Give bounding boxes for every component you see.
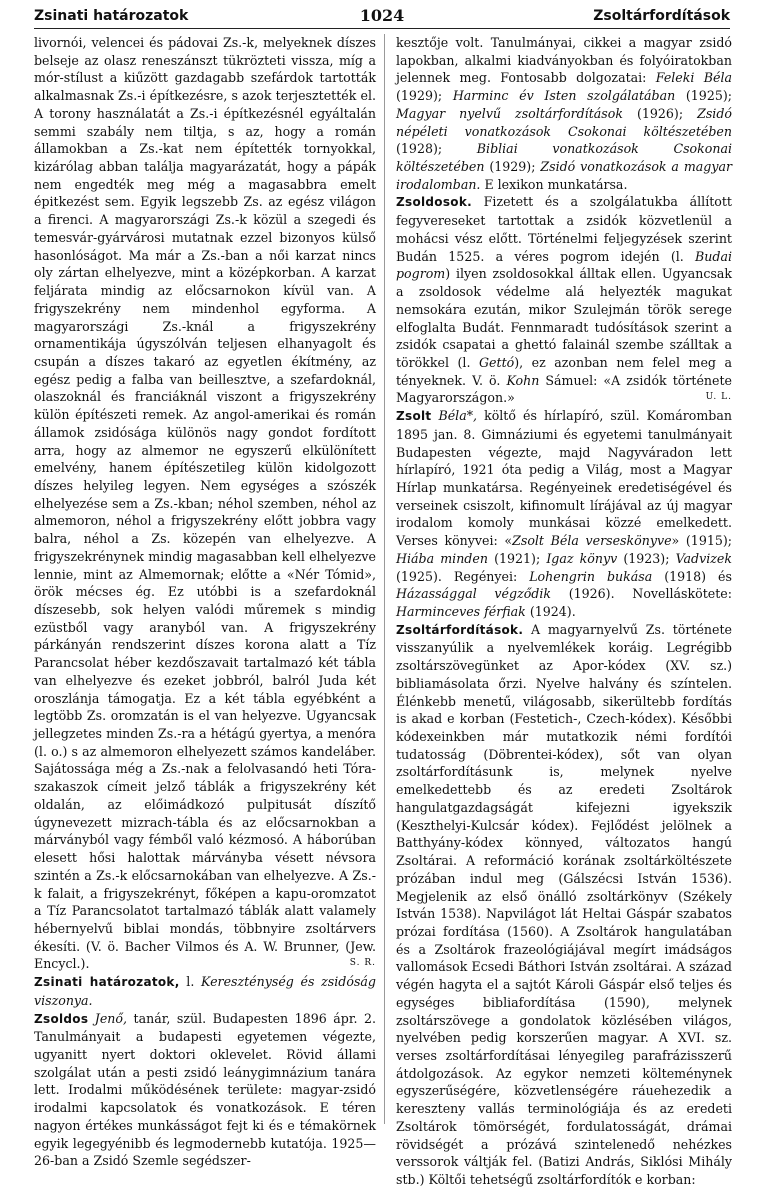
entry-zsoldosok: [396, 193, 732, 407]
entry-headword: Zsinati határozatok,: [34, 975, 180, 990]
work-title: Zsidó népéleti vonatkozások Csokonai költészetében: [396, 105, 732, 139]
page-number: 1024: [359, 6, 405, 25]
given-name: Béla*,: [431, 408, 478, 424]
work-title: Magyar nyelvű zsoltárfordítások: [396, 105, 623, 121]
body-text: E lexikon munkatársa.: [480, 176, 628, 192]
work-title: Zsidó vonatkozások a magyar irodalomban.: [396, 159, 732, 192]
cross-reference: Kereszténység és zsidóság viszonya.: [34, 974, 376, 1008]
running-header: [34, 6, 730, 29]
body-text: (1926). Novelláskötete:: [551, 586, 732, 602]
body-text: költő és hírlapíró, szül. Komáromban 1895 jan. 8. Gimnáziumi és egyetemi tanulmányait Budapesten végezte, majd Nagyváradon lett hírlapíró, 1921 óta pedig a Világ, most a Magyar Hírlap munkatársa. Regényeinek eredetiségével és verseinek csiszolt, kifinomult lírájával az új magyar irodalom komoly munkásai közzé emelkedett. Verses könyvei:: [396, 408, 732, 549]
work-title: Igaz könyv: [546, 550, 618, 566]
body-text: (1926);: [622, 105, 698, 121]
zsoldos-entry-continuation: [396, 34, 732, 193]
body-text: (1929);: [396, 88, 453, 104]
body-text: ) ilyen zsoldosokkal álltak ellen. Ugyancsak a zsoldosok védelme alá helyezték magukat nemsokára ezután, mikor Szulejmán török serege elfoglalta Budát. Fennmaradt tudósítások szerint a zsidók csapatai a ghettó falainál szembe szálltak a törökkel (l.: [396, 266, 732, 370]
body-text: Sámuel: «A zsidók története Magyarországon.»: [396, 372, 732, 406]
body-text: l.: [179, 974, 202, 990]
cross-reference: Gettó: [479, 354, 515, 370]
body-text: » (1915);: [671, 533, 733, 549]
work-title: Lohengrin bukása: [529, 568, 653, 584]
header-right-title: Zsoltárfordítások: [593, 8, 730, 24]
body-text: tanár, szül. Budapesten 1896 ápr. 2. Tanulmányait a budapesti egyetemen végezte, ugyanitt nyert doktori oklevelet. Rövid állami szolgálat után a pesti zsidó leánygimnázium tanára lett. Irodalmi működésének területe: magyar-zsidó irodalmi kapcsolatok és vonatkozások. E téren nagyon értékes munkásságot fejt ki és e témakörnek egyik legegyénibb és legmodernebb kutatója. 1925—26-ban a Zsidó Szemle segédszer-: [34, 1010, 376, 1169]
right-column: [396, 34, 732, 1189]
body-text: (1923);: [617, 550, 676, 566]
entry-zsinati: [34, 973, 376, 1009]
work-title: Feleki Béla: [655, 70, 732, 86]
work-title: Hiába minden: [396, 550, 488, 566]
work-title: Bibliai vonatkozások Csokonai költészetében: [396, 141, 732, 175]
column-divider: [384, 34, 385, 1124]
body-text: ), ez azonban nem felel meg a tényeknek. V. ö.: [396, 354, 732, 388]
body-text: A magyarnyelvű Zs. története visszanyúlik a nyelvemlékek koráig. Legrégibb zsoltárszövegünket az Apor-kódex (XV. sz.) bibliamásolata őrzi. Nyelve halvány és színtelen. Élénkebb menetű, világosabb, sikerültebb fordítás is akad e korban (Festetich-, Czech-kódex). Későbbi kódexeinkben már mutatkozik némi fordítói tudatosság (Döbrentei-kódex), sőt van olyan zsoltárfordításunk is, melynek nyelve emelkedettebb és az eredeti Zsoltárok hangulatgazdagságát kifejezni igyekszik (Keszthelyi-Kulcsár kódex). Fejlődést jelölnek a Batthyány-kódex könnyed, változatos hangú Zsoltárai. A reformáció korának zsoltárköltészete prózában indul meg (Gálszécsi István 1536). Megjelenik az első önálló zsoltárkönyv (Székely István 1538). Napvilágot lát Heltai Gáspár szabatos prózai fordítása (1560). A Zsoltárok hangulatában és a Zsoltárok frazeológiájával megírt imádságos vallomások Ecsedi Báthori István zsoltárai. A század végén hagyta el a sajtót Károli Gáspár első teljes és egységes bibliafordítása (1590), melynek zsoltárszövege a gondolatok közlésében világos, nyelvében pedig korszerűen magyar. A XVI. sz. verses zsoltárfordításai lényegileg parafrázisszerű átdolgozások. Az egykor nemzeti költeménynek egyszerűségére, közvetlenségére ráuehezedik a kereszteny vallás terminológiája és az eredeti Zsoltárok tömörségét, fordulatosságát, drámai rövidségét a prózává szintelenedő nehézkes verssorok váltják fel. (Batizi András, Siklósi Mihály stb.) Költői tehetségű zsoltárfordítók e korban:: [396, 621, 732, 1187]
body-text: (1918) és: [652, 568, 732, 584]
body-text: (1924).: [525, 604, 576, 619]
body-text: (1925). Regényei:: [396, 568, 530, 584]
cross-reference: Budai pogrom: [396, 248, 732, 282]
body-text: kesztője volt. Tanulmányai, cikkei a magyar zsidó lapokban, alkalmi kiadványokban és folyóiratokban jelennek meg. Fontosabb dolgozatai:: [396, 35, 732, 86]
work-title: Házassággal végződik: [396, 586, 552, 602]
entry-headword: Zsoltárfordítások.: [396, 622, 524, 637]
entry-headword: Zsolt: [396, 409, 432, 424]
work-title: Harminceves férfiak: [396, 604, 526, 619]
entry-zsoltarforditasok: [396, 621, 732, 1189]
author-signature: U. L.: [705, 392, 732, 403]
body-text: Fizetett és a szolgálatukba állított fegyvereseket tartottak a zsidók közvetlenül a mohácsi vész előtt. Történelmi feljegyzések szerint Budán 1525. a véres pogrom idején (l.: [396, 194, 732, 264]
entry-zsoldos-jeno: [34, 1010, 376, 1170]
work-title: Vadvizek: [675, 550, 732, 566]
author-signature: S. R.: [349, 958, 376, 969]
body-text: livornói, velencei és pádovai Zs.-k, melyeknek díszes belseje az olasz reneszánszt tükrözteti vissza, míg a mór-stílust a kiűzött gazdagabb szefárdok tartották alkalmasnak Zs.-i építkezésre, s azok terjesztették el. A torony használatát a Zs.-i építkezésnél egyáltalán semmi szabály nem tiltja, s az, hogy a román államokban a Zs.-kat nem építették tornyokkal, kizárólag abban találja magyarázatát, hogy a pápák nem engedték meg még a magasabbra emelt épitkezést sem. Egyik legszebb Zs. az egész világon a firenci. A magyarországi Zs.-k közül a szegedi és temesvár-gyárvárosi mutatnak ezzel bizonyos külső hasonlóságot. Ma már a Zs.-ban a női karzat nincs oly zártan elhelyezve, mint a középkorban. A karzat feljárata mindig az előcsarnokon kívül van. A frigyszekrény nem mindenhol egyforma. A magyarországi Zs.-knál a frigyszekrény ornamentikája úgyszólván teljesen elhanyagolt és csupán a díszes takaró az egyetlen ékítmény, az egész pedig a falba van beillesztve, a szefardoknál, olaszoknál és franciáknál viszont a frigyszekrény külön építészeti remek. Az angol-amerikai és román államok zsidósága különös nagy gondot fordított arra, hogy az almemor ne egyszerű elkülönített emelvény, hanem építészetileg külön kidolgozott díszes helyileg legyen. Nem egységes a szószék elhelyezése sem a Zs.-kban; néhol szemben, néhol az almemoron, néhol a frigyszekrény előtt jobbra vagy balra, néhol a Zs. közepén van elhelyezve. A frigyszekrénynek mindig magasabban kell elhelyezve lennie, mint az Almemornak; előtte a «Nér Tómid», örök mécses ég. Ez utóbbi is a szefardoknál díszesebb, sok helyen valódi műremek s mindig ezüstből vagy aranyból van. A frigyszekrény párkányán rendszerint díszes korona alatt a Tíz Parancsolat héber kezdőszavait tartalmazó két tábla van elhelyezve és ezeket jobbról, balról Juda két oroszlánja támogatja. Ez a két tábla egyébként a legtöbb Zs. oromzatán is el van helyezve. Ugyancsak jellegzetes minden Zs.-ra a hétágú gyertya, a menóra (l. o.) s az almemoron elhelyezett számos kandeláber. Sajátossága még a Zs.-nak a felolvasandó heti Tóra-szakaszok címeit jelző táblák a frigyszekrény két oldalán, az előimádkozó pulpitusát díszítő úgynevezett mizrach-tábla és az előcsarnokban a márványból vagy fémből való kézmosó. A háborúban elesett hősi halottak márványba vésett névsora szintén a Zs.-k előcsarnokában van elhelyezve. A Zs.-k falait, a frigyszekrényt, főképen a kapu-oromzatot a Tíz Parancsolatot tartalmazó táblák alatt valamely hébernyelvű biblai mondás, többnyire zsoltárvers ékesíti. (V. ö. Bacher Vilmos és A. W. Brunner, (Jew. Encycl.).: [34, 35, 376, 972]
header-left-title: Zsinati határozatok: [34, 8, 189, 24]
entry-headword: Zsoldosok.: [396, 195, 472, 210]
entry-zsolt-bela: Zsolt Béla*, költő és hírlapíró, szül. Komáromban 1895 jan. 8. Gimnáziumi és egyetemi tanulmányait Budapesten végezte, majd Nagyváradon lett hírlapíró, 1921 óta pedig a Világ, most a Magyar Hírlap munkatársa. Regényeinek eredetiségével és verseinek csiszolt, kifinomult lírájával az új magyar irodalom komoly munkásai közzé emelkedett. Verses könyvei: «Zsolt Béla verseskönyve» (1915); Hiába minden (1921); Igaz könyv (1923); Vadvizek (1925). Regényei: Lohengrin bukása (1918) és Házassággal végződik (1926). Novelláskötete: Harminceves férfiak (1924).: [396, 408, 733, 619]
body-text: (1925);: [675, 88, 733, 104]
work-title: Zsolt Béla verseskönyve: [512, 533, 672, 549]
body-text: (1929);: [484, 159, 541, 175]
body-text: (1928);: [396, 141, 477, 157]
left-column: [34, 34, 376, 1170]
entry-headword: Zsoldos: [34, 1011, 89, 1026]
author-name: Kohn: [506, 372, 540, 388]
given-name: Jenő,: [88, 1010, 127, 1026]
work-title: Harminc év Isten szolgálatában: [452, 88, 676, 104]
body-text: (1921);: [487, 550, 547, 566]
synagogue-entry-continuation: [34, 34, 376, 973]
